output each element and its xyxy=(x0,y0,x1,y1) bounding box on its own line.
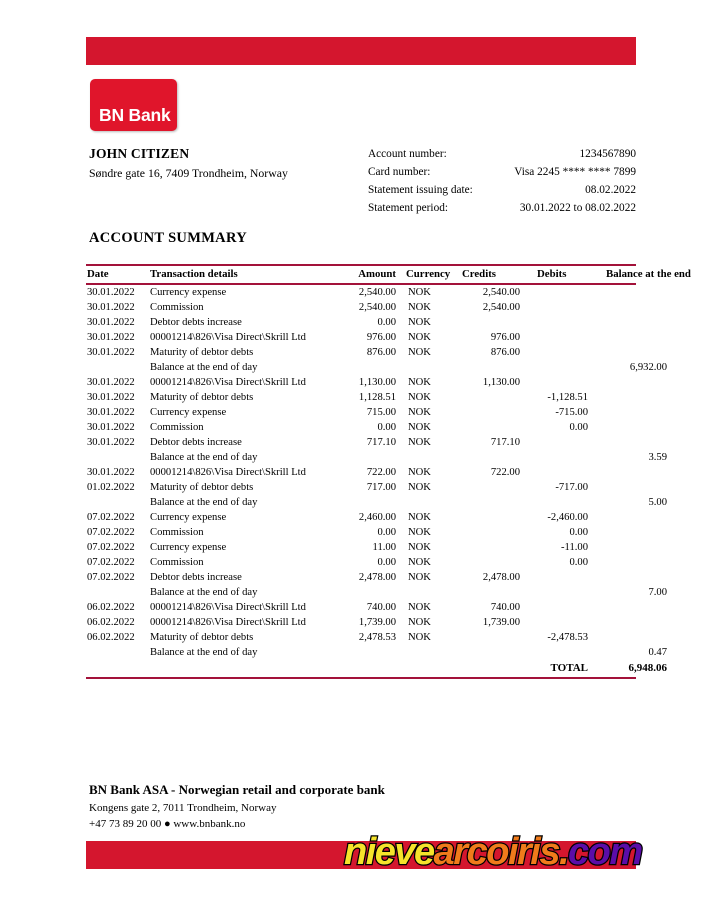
table-row xyxy=(86,405,668,420)
cell-debits: 0.00 xyxy=(569,527,588,538)
table-header-row xyxy=(86,266,679,283)
cell-amount: 2,478.53 xyxy=(358,632,396,643)
bank-logo-text: BN Bank xyxy=(99,105,171,125)
table-total-row xyxy=(86,660,668,677)
cell-debits xyxy=(526,585,595,600)
meta-label: Statement issuing date: xyxy=(368,184,473,196)
cell-date: 30.01.2022 xyxy=(87,347,135,358)
cell-amount: 740.00 xyxy=(366,602,396,613)
table-row xyxy=(86,540,668,555)
cell-date xyxy=(86,450,145,465)
cell-credits xyxy=(458,450,526,465)
cell-date: 30.01.2022 xyxy=(87,317,135,328)
cell-credits xyxy=(458,585,526,600)
cell-date: 07.02.2022 xyxy=(87,512,135,523)
total-label: TOTAL xyxy=(550,662,588,674)
cell-amount: 0.00 xyxy=(377,317,396,328)
cell-balance xyxy=(595,600,668,615)
cell-debits: 0.00 xyxy=(569,422,588,433)
customer-address: Søndre gate 16, 7409 Trondheim, Norway xyxy=(89,166,288,180)
table-row xyxy=(86,600,668,615)
cell-balance xyxy=(595,330,668,345)
table-row xyxy=(86,315,668,330)
cell-detail: Maturity of debtor debts xyxy=(150,392,254,403)
cell-date xyxy=(86,495,145,510)
col-header-debits: Debits xyxy=(537,268,567,280)
section-title-account-summary: ACCOUNT SUMMARY xyxy=(89,230,247,246)
table-row xyxy=(86,525,668,540)
cell-currency: NOK xyxy=(408,377,431,388)
cell-currency xyxy=(400,585,458,600)
cell-balance xyxy=(595,345,668,360)
cell-credits: 976.00 xyxy=(490,332,520,343)
cell-detail: Currency expense xyxy=(150,407,227,418)
cell-currency: NOK xyxy=(408,602,431,613)
cell-debits: 0.00 xyxy=(569,557,588,568)
cell-credits: 740.00 xyxy=(490,602,520,613)
cell-date xyxy=(86,585,145,600)
cell-amount: 717.10 xyxy=(366,437,396,448)
transactions-grid xyxy=(86,266,691,283)
table-row xyxy=(86,495,668,510)
cell-detail: Maturity of debtor debts xyxy=(150,482,254,493)
table-row xyxy=(86,360,668,375)
cell-debits xyxy=(526,600,595,615)
total-spacer xyxy=(458,660,526,677)
cell-debits xyxy=(526,570,595,585)
watermark-part-three: com xyxy=(568,831,642,873)
cell-balance xyxy=(595,540,668,555)
table-row xyxy=(86,480,668,495)
cell-currency: NOK xyxy=(408,512,431,523)
header-red-bar xyxy=(86,37,636,65)
cell-detail: Maturity of debtor debts xyxy=(150,347,254,358)
cell-amount: 722.00 xyxy=(366,467,396,478)
cell-detail: 00001214\826\Visa Direct\Skrill Ltd xyxy=(150,377,306,388)
cell-balance xyxy=(595,300,668,315)
cell-credits xyxy=(458,645,526,660)
meta-value: 1234567890 xyxy=(579,148,636,160)
cell-detail: Currency expense xyxy=(150,287,227,298)
col-header-balance: Balance at the end xyxy=(606,268,691,280)
cell-balance: 5.00 xyxy=(648,497,667,508)
meta-row-statement-period xyxy=(368,202,636,220)
table-row xyxy=(86,555,668,570)
cell-credits: 722.00 xyxy=(490,467,520,478)
cell-credits xyxy=(458,555,526,570)
meta-label: Account number: xyxy=(368,148,447,160)
cell-detail: Debtor debts increase xyxy=(150,437,242,448)
cell-detail: Balance at the end of day xyxy=(150,362,258,373)
total-spacer xyxy=(328,660,400,677)
cell-date: 30.01.2022 xyxy=(87,407,135,418)
cell-amount: 976.00 xyxy=(366,332,396,343)
cell-balance xyxy=(595,555,668,570)
cell-balance: 3.59 xyxy=(648,452,667,463)
table-row xyxy=(86,465,668,480)
cell-debits xyxy=(526,300,595,315)
cell-currency: NOK xyxy=(408,557,431,568)
cell-detail: Balance at the end of day xyxy=(150,587,258,598)
cell-currency: NOK xyxy=(408,527,431,538)
cell-date: 30.01.2022 xyxy=(87,437,135,448)
watermark xyxy=(344,833,642,871)
cell-debits: -1,128.51 xyxy=(547,392,588,403)
cell-balance xyxy=(595,480,668,495)
col-header-credits: Credits xyxy=(462,268,496,280)
cell-balance xyxy=(595,405,668,420)
cell-balance xyxy=(595,375,668,390)
cell-detail: Debtor debts increase xyxy=(150,317,242,328)
cell-amount: 1,130.00 xyxy=(358,377,396,388)
cell-balance xyxy=(595,435,668,450)
cell-credits xyxy=(458,510,526,525)
cell-detail: 00001214\826\Visa Direct\Skrill Ltd xyxy=(150,332,306,343)
cell-debits xyxy=(526,495,595,510)
cell-date: 07.02.2022 xyxy=(87,527,135,538)
cell-balance: 6,932.00 xyxy=(629,362,667,373)
cell-balance xyxy=(595,465,668,480)
cell-balance xyxy=(595,285,668,300)
table-row xyxy=(86,345,668,360)
table-row xyxy=(86,585,668,600)
transactions-table xyxy=(86,264,691,679)
col-header-date: Date xyxy=(87,268,109,280)
total-value: 6,948.06 xyxy=(628,662,667,674)
cell-currency: NOK xyxy=(408,437,431,448)
cell-amount: 2,460.00 xyxy=(358,512,396,523)
meta-value: 08.02.2022 xyxy=(585,184,636,196)
table-row xyxy=(86,375,668,390)
cell-detail: 00001214\826\Visa Direct\Skrill Ltd xyxy=(150,467,306,478)
cell-balance xyxy=(595,390,668,405)
cell-currency xyxy=(400,495,458,510)
cell-date: 07.02.2022 xyxy=(87,572,135,583)
cell-detail: 00001214\826\Visa Direct\Skrill Ltd xyxy=(150,617,306,628)
cell-detail: Commission xyxy=(150,422,204,433)
cell-credits: 2,478.00 xyxy=(482,572,520,583)
cell-date: 30.01.2022 xyxy=(87,302,135,313)
cell-detail: Commission xyxy=(150,557,204,568)
cell-credits xyxy=(458,525,526,540)
cell-balance xyxy=(595,420,668,435)
cell-debits xyxy=(526,645,595,660)
col-header-currency: Currency xyxy=(406,268,451,280)
cell-amount xyxy=(328,450,400,465)
cell-credits xyxy=(458,630,526,645)
cell-date: 07.02.2022 xyxy=(87,557,135,568)
cell-balance xyxy=(595,570,668,585)
meta-row-account-number xyxy=(368,148,636,166)
cell-currency xyxy=(400,450,458,465)
table-row xyxy=(86,435,668,450)
cell-currency: NOK xyxy=(408,422,431,433)
cell-credits: 2,540.00 xyxy=(482,287,520,298)
cell-currency: NOK xyxy=(408,332,431,343)
total-spacer xyxy=(145,660,328,677)
cell-credits xyxy=(458,495,526,510)
table-row xyxy=(86,510,668,525)
meta-label: Statement period: xyxy=(368,202,448,214)
cell-balance: 0.47 xyxy=(648,647,667,658)
cell-date: 30.01.2022 xyxy=(87,287,135,298)
account-meta xyxy=(368,148,636,220)
cell-detail: Currency expense xyxy=(150,542,227,553)
table-body xyxy=(86,285,668,677)
cell-currency: NOK xyxy=(408,287,431,298)
meta-label: Card number: xyxy=(368,166,431,178)
meta-row-card-number xyxy=(368,166,636,184)
cell-debits xyxy=(526,360,595,375)
cell-date: 30.01.2022 xyxy=(87,377,135,388)
table-row xyxy=(86,615,668,630)
table-row xyxy=(86,570,668,585)
cell-currency: NOK xyxy=(408,482,431,493)
meta-row-issuing-date xyxy=(368,184,636,202)
meta-value: Visa 2245 **** **** 7899 xyxy=(514,166,636,178)
cell-date: 01.02.2022 xyxy=(87,482,135,493)
total-spacer xyxy=(400,660,458,677)
table-row xyxy=(86,630,668,645)
cell-balance xyxy=(595,510,668,525)
cell-balance xyxy=(595,615,668,630)
cell-amount: 0.00 xyxy=(377,527,396,538)
cell-amount xyxy=(328,495,400,510)
cell-credits xyxy=(458,405,526,420)
cell-amount: 876.00 xyxy=(366,347,396,358)
cell-date: 07.02.2022 xyxy=(87,542,135,553)
cell-amount: 715.00 xyxy=(366,407,396,418)
cell-debits: -717.00 xyxy=(555,482,588,493)
cell-currency: NOK xyxy=(408,347,431,358)
transactions-body-grid xyxy=(86,285,668,677)
cell-debits xyxy=(526,450,595,465)
cell-debits xyxy=(526,330,595,345)
cell-amount: 2,478.00 xyxy=(358,572,396,583)
cell-debits xyxy=(526,465,595,480)
cell-currency: NOK xyxy=(408,407,431,418)
cell-amount xyxy=(328,585,400,600)
cell-amount: 717.00 xyxy=(366,482,396,493)
cell-debits xyxy=(526,345,595,360)
col-header-amount: Amount xyxy=(358,268,396,280)
cell-debits: -2,460.00 xyxy=(547,512,588,523)
cell-date: 06.02.2022 xyxy=(87,602,135,613)
cell-amount: 2,540.00 xyxy=(358,302,396,313)
cell-amount: 0.00 xyxy=(377,422,396,433)
cell-amount: 1,128.51 xyxy=(358,392,396,403)
meta-value: 30.01.2022 to 08.02.2022 xyxy=(519,202,636,214)
col-header-details: Transaction details xyxy=(150,268,238,280)
footer-bank-title: BN Bank ASA - Norwegian retail and corporate bank xyxy=(89,782,385,797)
cell-credits: 717.10 xyxy=(490,437,520,448)
cell-amount xyxy=(328,360,400,375)
cell-debits xyxy=(526,375,595,390)
cell-detail: Currency expense xyxy=(150,512,227,523)
cell-balance xyxy=(595,525,668,540)
cell-credits: 2,540.00 xyxy=(482,302,520,313)
table-row xyxy=(86,285,668,300)
cell-currency: NOK xyxy=(408,302,431,313)
cell-currency: NOK xyxy=(408,317,431,328)
cell-date: 06.02.2022 xyxy=(87,632,135,643)
cell-date: 06.02.2022 xyxy=(87,617,135,628)
cell-detail: Balance at the end of day xyxy=(150,497,258,508)
cell-date: 30.01.2022 xyxy=(87,392,135,403)
cell-balance: 7.00 xyxy=(648,587,667,598)
cell-debits xyxy=(526,615,595,630)
table-row xyxy=(86,300,668,315)
cell-date xyxy=(86,360,145,375)
cell-credits: 1,739.00 xyxy=(482,617,520,628)
cell-detail: Commission xyxy=(150,527,204,538)
cell-balance xyxy=(595,315,668,330)
cell-credits xyxy=(458,360,526,375)
cell-amount: 11.00 xyxy=(372,542,396,553)
table-row xyxy=(86,390,668,405)
cell-balance xyxy=(595,630,668,645)
watermark-part-two: arcoiris. xyxy=(433,831,569,873)
cell-detail: 00001214\826\Visa Direct\Skrill Ltd xyxy=(150,602,306,613)
table-head xyxy=(86,266,691,283)
cell-debits: -11.00 xyxy=(561,542,588,553)
cell-detail: Debtor debts increase xyxy=(150,572,242,583)
cell-detail: Maturity of debtor debts xyxy=(150,632,254,643)
cell-credits: 1,130.00 xyxy=(482,377,520,388)
cell-debits xyxy=(526,435,595,450)
cell-amount: 0.00 xyxy=(377,557,396,568)
cell-detail: Commission xyxy=(150,302,204,313)
cell-currency: NOK xyxy=(408,617,431,628)
cell-credits: 876.00 xyxy=(490,347,520,358)
cell-amount: 2,540.00 xyxy=(358,287,396,298)
cell-credits xyxy=(458,390,526,405)
cell-amount xyxy=(328,645,400,660)
cell-currency: NOK xyxy=(408,632,431,643)
table-row xyxy=(86,420,668,435)
watermark-part-one: nieve xyxy=(344,831,434,873)
cell-debits: -715.00 xyxy=(555,407,588,418)
cell-amount: 1,739.00 xyxy=(358,617,396,628)
cell-debits xyxy=(526,285,595,300)
table-row xyxy=(86,450,668,465)
customer-name: JOHN CITIZEN xyxy=(89,146,190,161)
cell-detail: Balance at the end of day xyxy=(150,647,258,658)
cell-credits xyxy=(458,540,526,555)
total-spacer xyxy=(86,660,145,677)
cell-credits xyxy=(458,315,526,330)
cell-currency: NOK xyxy=(408,572,431,583)
footer-bank-address: Kongens gate 2, 7011 Trondheim, Norway xyxy=(89,802,277,814)
cell-currency: NOK xyxy=(408,392,431,403)
cell-debits: -2,478.53 xyxy=(547,632,588,643)
cell-currency: NOK xyxy=(408,542,431,553)
cell-credits xyxy=(458,480,526,495)
table-bottom-rule xyxy=(86,677,636,679)
table-row xyxy=(86,645,668,660)
cell-currency xyxy=(400,360,458,375)
bank-logo xyxy=(90,79,177,131)
cell-date xyxy=(86,645,145,660)
cell-credits xyxy=(458,420,526,435)
cell-date: 30.01.2022 xyxy=(87,332,135,343)
footer-bank-contact: +47 73 89 20 00 ● www.bnbank.no xyxy=(89,818,246,830)
cell-currency xyxy=(400,645,458,660)
cell-date: 30.01.2022 xyxy=(87,422,135,433)
cell-debits xyxy=(526,315,595,330)
cell-date: 30.01.2022 xyxy=(87,467,135,478)
table-row xyxy=(86,330,668,345)
cell-detail: Balance at the end of day xyxy=(150,452,258,463)
cell-currency: NOK xyxy=(408,467,431,478)
